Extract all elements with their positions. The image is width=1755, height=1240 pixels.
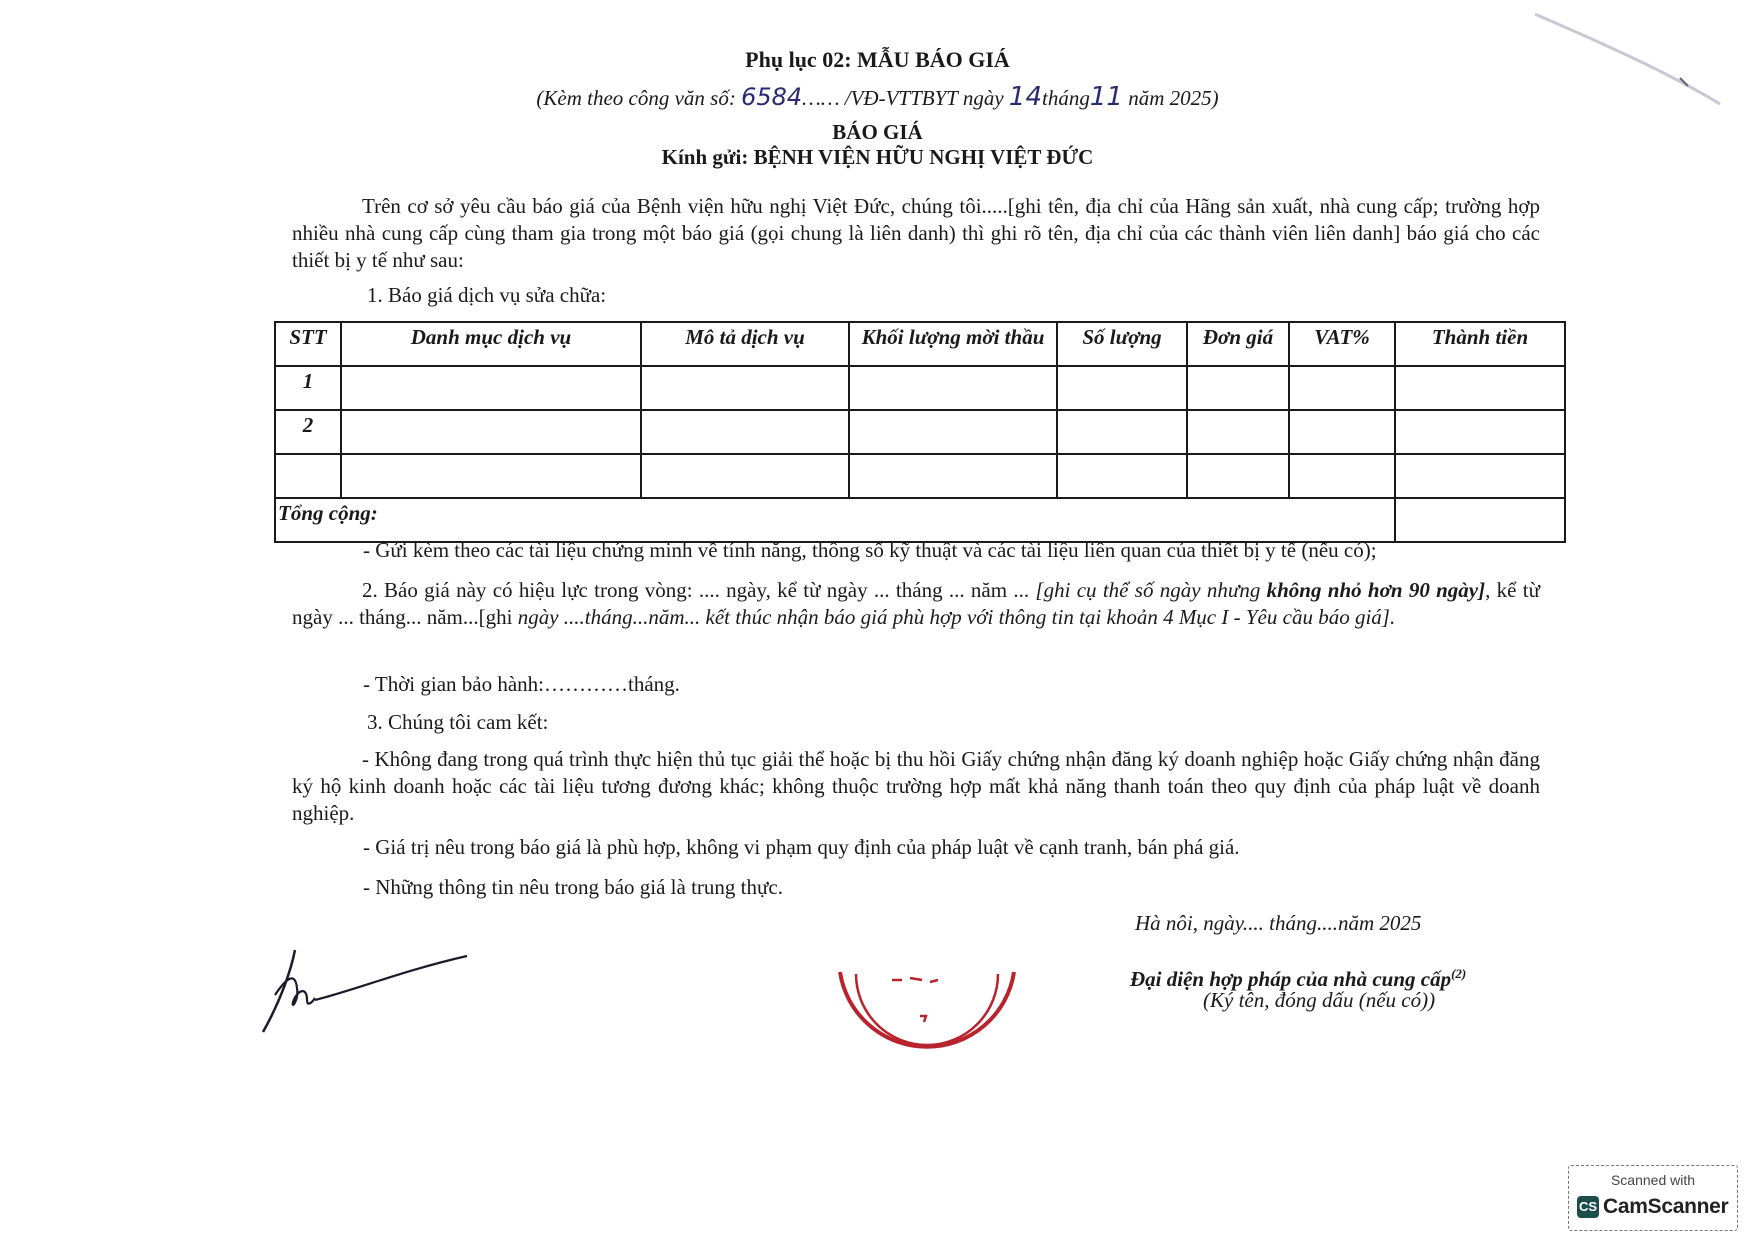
table-cell xyxy=(849,410,1057,454)
table-cell xyxy=(1187,366,1289,410)
table-cell xyxy=(1057,366,1187,410)
table-cell xyxy=(849,366,1057,410)
table-cell xyxy=(641,366,849,410)
col-header-quantity: Số lượng xyxy=(1057,322,1187,366)
table-cell: 1 xyxy=(275,366,341,410)
representative-title: Đại diện hợp pháp của nhà cung cấp$^{(2)}$ xyxy=(1130,966,1467,991)
table-cell xyxy=(341,410,641,454)
date-line: Hà nôi, ngày.... tháng....năm 2025 xyxy=(1135,911,1422,935)
table-cell xyxy=(1395,366,1565,410)
commitment-2: - Giá trị nêu trong báo giá là phù hợp, không vi phạm quy định của pháp luật về cạnh tranh, bán phá giá. xyxy=(363,835,1240,859)
appendix-heading: Phụ lục 02: MẪU BÁO GIÁ xyxy=(745,47,1010,72)
section-2-paragraph: 2. Báo giá này có hiệu lực trong vòng: .... ngày, kể từ ngày ... tháng ... năm ... [ghi cụ thể số ngày nhưng không nhỏ hơn 90 ngày], kể từ ngày ... tháng... năm...[ghi ngày ....tháng...năm... kết thúc nhận báo giá phù hợp với thông tin tại khoản 4 Mục I - Yêu cầu báo giá]. xyxy=(292,578,1540,629)
table-cell xyxy=(641,410,849,454)
total-amount-cell xyxy=(1395,498,1565,542)
table-cell xyxy=(849,454,1057,498)
table-row xyxy=(275,410,1565,454)
handwritten-signature xyxy=(255,940,475,1040)
warranty-line: - Thời gian bảo hành:…………tháng. xyxy=(363,672,680,696)
col-header-unit-price: Đơn giá xyxy=(1187,322,1289,366)
quote-table xyxy=(274,321,1566,543)
reference-line: (Kèm theo công văn số: 6584…… /VĐ-VTTBYT ngày 14tháng11 năm 2025) xyxy=(536,82,1219,112)
table-cell xyxy=(1289,454,1395,498)
watermark-caption: Scanned with xyxy=(1610,1172,1696,1188)
table-cell xyxy=(341,454,641,498)
table-cell xyxy=(1395,454,1565,498)
table-row xyxy=(275,366,1565,410)
table-cell xyxy=(1289,366,1395,410)
ref-month: 11 xyxy=(1089,82,1123,112)
commitment-1: - Không đang trong quá trình thực hiện thủ tục giải thể hoặc bị thu hồi Giấy chứng nhận đăng ký doanh nghiệp hoặc Giấy chứng nhận đăng ký hộ kinh doanh hoặc các tài liệu tương đương khác; không thuộc trường hợp mất khả năng thanh toán theo quy định của pháp luật về doanh nghiệp. xyxy=(292,747,1540,825)
table-cell xyxy=(641,454,849,498)
red-seal-stamp xyxy=(832,968,1022,1086)
representative-note: (Ký tên, đóng dấu (nếu có)) xyxy=(1203,988,1436,1012)
table-total-row xyxy=(275,498,1565,542)
table-header-row xyxy=(275,322,1565,366)
camscanner-watermark xyxy=(1568,1165,1738,1231)
table-cell xyxy=(275,454,341,498)
camscanner-logo-icon: CS xyxy=(1577,1196,1599,1218)
recipient-line: Kính gửi: BỆNH VIỆN HỮU NGHỊ VIỆT ĐỨC xyxy=(661,145,1094,169)
col-header-amount: Thành tiền xyxy=(1395,322,1565,366)
table-cell xyxy=(341,366,641,410)
table-cell xyxy=(1187,410,1289,454)
table-cell xyxy=(1289,410,1395,454)
table-cell xyxy=(1057,410,1187,454)
col-header-stt: STT xyxy=(275,322,341,366)
ref-day: 14 xyxy=(1008,82,1042,112)
col-header-service-list: Danh mục dịch vụ xyxy=(341,322,641,366)
section-1-heading: 1. Báo giá dịch vụ sửa chữa: xyxy=(367,283,607,307)
table-row xyxy=(275,454,1565,498)
total-label: Tổng cộng: xyxy=(275,498,1395,542)
commitment-3: - Những thông tin nêu trong báo giá là trung thực. xyxy=(363,875,783,899)
intro-paragraph: Trên cơ sở yêu cầu báo giá của Bệnh viện hữu nghị Việt Đức, chúng tôi.....[ghi tên, địa chỉ của Hãng sản xuất, nhà cung cấp; trường hợp nhiều nhà cung cấp cùng tham gia trong một báo giá (gọi chung là liên danh) thì ghi rõ tên, địa chỉ của các thành viên liên danh] báo giá cho các thiết bị y tế như sau: xyxy=(292,194,1540,272)
col-header-bid-volume: Khối lượng mời thầu xyxy=(849,322,1057,366)
attachment-note: - Gửi kèm theo các tài liệu chứng minh về tính năng, thông số kỹ thuật và các tài liệu liên quan của thiết bị y tế (nếu có); xyxy=(363,538,1377,562)
table-cell xyxy=(1057,454,1187,498)
table-cell xyxy=(1187,454,1289,498)
col-header-vat: VAT% xyxy=(1289,322,1395,366)
col-header-service-description: Mô tả dịch vụ xyxy=(641,322,849,366)
table-cell xyxy=(1395,410,1565,454)
document-title: BÁO GIÁ xyxy=(832,120,923,144)
section-3-heading: 3. Chúng tôi cam kết: xyxy=(367,710,549,734)
camscanner-name: CamScanner xyxy=(1603,1195,1729,1218)
ref-number: 6584 xyxy=(741,83,803,111)
table-cell: 2 xyxy=(275,410,341,454)
